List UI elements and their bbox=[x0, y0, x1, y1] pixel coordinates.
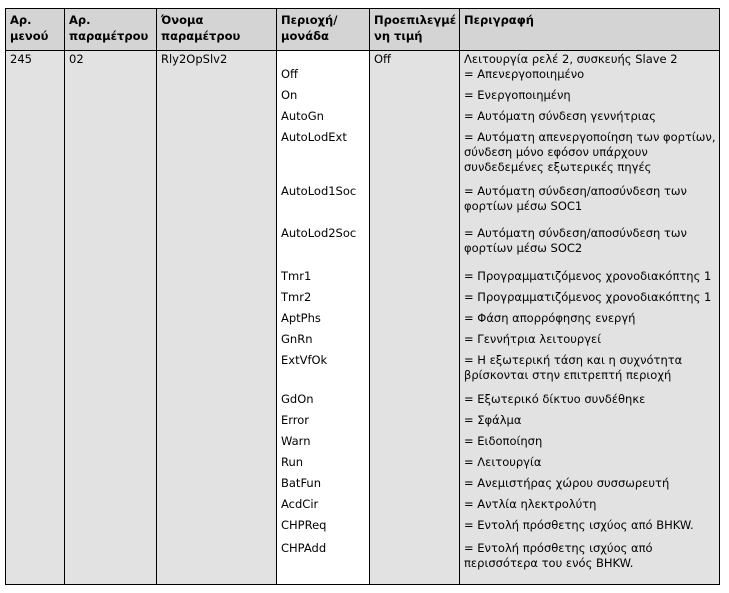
option-value: AutoLod2Soc bbox=[281, 226, 357, 240]
option-description: = Ειδοποίηση bbox=[464, 434, 543, 448]
header-param-no: Αρ. παραμέτρου bbox=[65, 9, 157, 50]
option-value: AutoGn bbox=[281, 109, 324, 123]
header-range-unit: Περιοχή/ μονάδα bbox=[277, 9, 370, 50]
option-description: = Φάση απορρόφησης ενεργή bbox=[464, 311, 636, 325]
option-value: AptPhs bbox=[281, 311, 321, 325]
option-description: = Ενεργοποιημένη bbox=[464, 88, 571, 102]
option-value: GnRn bbox=[281, 332, 313, 346]
cell-default: Off bbox=[370, 51, 460, 584]
table-header-row bbox=[6, 9, 719, 51]
option-description: = Αντλία ηλεκτρολύτη bbox=[464, 497, 597, 511]
option-description: = Προγραμματιζόμενος χρονοδιακόπτης 1 bbox=[464, 269, 712, 283]
option-value: Run bbox=[281, 455, 304, 469]
option-value: Tmr1 bbox=[281, 269, 312, 283]
option-value: GdOn bbox=[281, 392, 314, 406]
cell-menu-no: 245 bbox=[6, 51, 65, 584]
option-value: AutoLodExt bbox=[281, 130, 347, 144]
option-description: = Εντολή πρόσθετης ισχύος από περισσότερα του ενός BHKW. bbox=[464, 541, 653, 570]
option-value: ExtVfOk bbox=[281, 353, 328, 367]
cell-range-options bbox=[277, 51, 370, 584]
option-description: = Αυτόματη σύνδεση/αποσύνδεση των φορτίων μέσω SOC2 bbox=[464, 226, 687, 255]
table-row bbox=[6, 51, 719, 584]
header-default: Προεπιλεγμέ νη τιμή bbox=[370, 9, 460, 50]
cell-description bbox=[460, 51, 719, 584]
option-value: AutoLod1Soc bbox=[281, 184, 357, 198]
option-value: AcdCir bbox=[281, 497, 319, 511]
header-description: Περιγραφή bbox=[464, 13, 534, 27]
option-value: Error bbox=[281, 413, 310, 427]
option-description: = Λειτουργία bbox=[464, 455, 542, 469]
description-title: Λειτουργία ρελέ 2, συσκευής Slave 2 bbox=[464, 52, 678, 66]
option-value: Warn bbox=[281, 434, 311, 448]
option-description: = Προγραμματιζόμενος χρονοδιακόπτης 1 bbox=[464, 290, 712, 304]
option-description: = Εντολή πρόσθετης ισχύος από BHKW. bbox=[464, 518, 694, 532]
option-value: CHPReq bbox=[281, 518, 327, 532]
option-description: = Αυτόματη απενεργοποίηση των φορτίων, σύνδεση μόνο εφόσον υπάρχουν συνδεδεμένες εξωτερικές πηγές bbox=[464, 130, 716, 174]
cell-param-name: Rly2OpSlv2 bbox=[157, 51, 277, 584]
option-description: = Ανεμιστήρας χώρου συσσωρευτή bbox=[464, 476, 670, 490]
option-description: = Γεννήτρια λειτουργεί bbox=[464, 332, 602, 346]
option-description: = Εξωτερικό δίκτυο συνδέθηκε bbox=[464, 392, 646, 406]
option-value: BatFun bbox=[281, 476, 322, 490]
cell-param-no: 02 bbox=[65, 51, 157, 584]
option-value: Off bbox=[281, 67, 298, 81]
option-value: Tmr2 bbox=[281, 290, 312, 304]
option-value: On bbox=[281, 88, 298, 102]
option-description: = Αυτόματη σύνδεση/αποσύνδεση των φορτίων μέσω SOC1 bbox=[464, 184, 687, 213]
parameter-table bbox=[5, 8, 720, 585]
option-description: = Η εξωτερική τάση και η συχνότητα βρίσκονται στην επιτρεπτή περιοχή bbox=[464, 353, 683, 382]
option-description: = Σφάλμα bbox=[464, 413, 522, 427]
option-description: = Αυτόματη σύνδεση γεννήτριας bbox=[464, 109, 656, 123]
option-value: CHPAdd bbox=[281, 541, 327, 555]
header-param-name: Όνομα παραμέτρου bbox=[157, 9, 277, 50]
option-description: = Απενεργοποιημένο bbox=[464, 67, 585, 81]
header-menu-no: Αρ. μενού bbox=[6, 9, 65, 50]
